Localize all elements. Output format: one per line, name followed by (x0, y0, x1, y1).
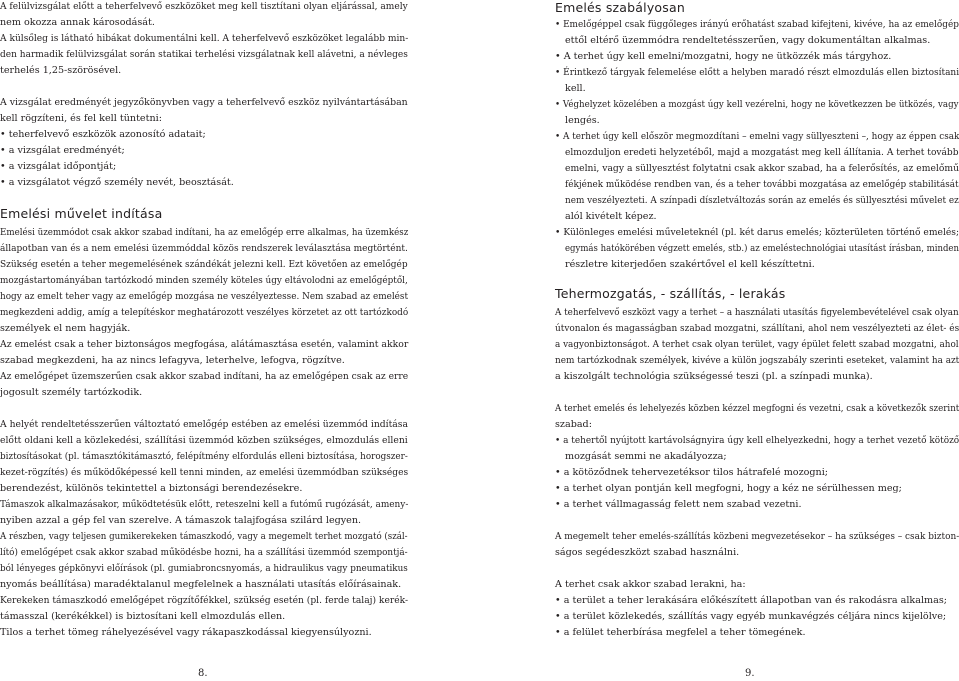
text-line: A felülvizsgálat előtt a teherfelvevő eszközöket meg kell tisztítani olyan eljárással, amely (0, 1, 408, 12)
text-line: kell rögzíteni, és fel kell tüntetni: (0, 113, 162, 124)
text-line: nem tartózkodnak személyek, kivéve a külön jogszabály szerinti eseteket, valamint ha azt (555, 355, 959, 366)
bullet-item: • Különleges emelési műveleteknél (pl. két darus emelés; közterületen történő emelés; (555, 227, 959, 238)
text-line: Támaszok alkalmazásakor, működtetésük előtt, reteszelni kell a futómű rugózását, ameny- (0, 499, 409, 510)
text-line: mozgását semmi ne akadályozza; (565, 451, 727, 462)
bullet-item: • a vizsgálat eredményét; (0, 145, 125, 156)
text-line: nyiben azzal a gép fel van szerelve. A támaszok talajfogása szilárd legyen. (0, 515, 362, 526)
text-line: Tilos a terhet tömeg ráhelyezésével vagy rákapaszkodással kiegyensúlyozni. (0, 627, 372, 638)
text-line: nem veszélyezteti. A színpadi díszletváltozás során az emelés és süllyesztési művelet ez (565, 195, 959, 206)
text-line: Szükség esetén a teher megemelésének szándékát jelezni kell. Ezt követően az emelőgép (0, 259, 408, 270)
text-line: ból lényeges gépkönyvi előírások (pl. gumiabroncsnyomás, a hidraulikus vagy pneumatikus (0, 563, 408, 574)
text-line: ságos segédeszközt szabad használni. (555, 547, 740, 558)
text-line: nem okozza annak károsodását. (0, 17, 155, 28)
text-line: A külsőleg is látható hibákat dokumentálni kell. A teherfelvevő eszközöket legalább min- (0, 33, 409, 44)
bullet-item: • Érintkező tárgyak felemelése előtt a helyben maradó részt elmozdulás ellen biztosítani (555, 67, 959, 78)
text-line: nyomás beállítása) maradéktalanul megfelelnek a használati utasítás előírásainak. (0, 579, 402, 590)
text-line: A helyét rendeltetésszerűen változtató emelőgép estében az emelési üzemmód indítása (0, 419, 408, 430)
text-line: egymás hatókörében végzett emelés, stb.) az emeléstechnológiai utasítást írásban, minden (565, 243, 959, 254)
bullet-item: • a felület teherbírása megfelel a teher tömegének. (555, 627, 806, 638)
bullet-item: • a tehertől nyújtott kartávolságnyira úgy kell elhelyezkedni, hogy a terhet vezető kötöző (555, 435, 959, 446)
text-line: mozgástartományában tartózkodó minden személy köteles úgy eltávolodni az emelőgéptől, (0, 275, 408, 286)
text-line: Az emelést csak a teher biztonságos megfogása, alátámasztása esetén, valamint akkor (0, 339, 409, 350)
bullet-item: • teherfelvevő eszközök azonosító adatait; (0, 129, 206, 140)
text-line: A terhet emelés és lehelyezés közben kézzel megfogni és vezetni, csak a következők szerint (555, 403, 959, 414)
bullet-item: • Véghelyzet közelében a mozgást úgy kell vezérelni, hogy ne következzen be ütközés, vagy (555, 99, 959, 110)
text-line: előtt oldani kell a közlekedési, szállítási üzemmód közben szükséges, elmozdulás elleni (0, 435, 408, 446)
text-line: ettől eltérő üzemmódra rendeltetésszerűen, vagy dokumentáltan alkalmas. (565, 35, 931, 46)
text-line: terhelés 1,25-szörösével. (0, 65, 122, 76)
bullet-item: • a terület közlekedés, szállítás vagy egyéb munkavégzés céljára nincs kijelölve; (555, 611, 947, 622)
text-line: a kiszolgált technológia szükségessé teszi (pl. a színpadi munka). (555, 371, 873, 382)
text-line: lító) emelőgépet csak akkor szabad működésbe hozni, ha a szállítási üzemmód szempontjá- (0, 547, 408, 558)
bullet-item: • a vizsgálat időpontját; (0, 161, 117, 172)
text-line: személyek el nem hagyják. (0, 323, 131, 334)
bullet-item: • a terhet vállmagasság felett nem szabad vezetni. (555, 499, 802, 510)
text-line: részletre kiterjedően szakértővel el kell készíttetni. (565, 259, 815, 270)
text-line: emelni, vagy a süllyesztést folytatni csak akkor szabad, ha a felerősítés, az emelőmű (565, 163, 959, 174)
text-line: kezet-rögzítés) és működőképessé kell tenni minden, az emelési üzemmódban szükséges (0, 467, 409, 478)
text-line: fékjének működése rendben van, és a teher további mozgatása az emelőgép stabilitását (565, 179, 959, 190)
text-line: berendezést, különös tekintettel a biztonsági berendezésekre. (0, 483, 303, 494)
text-line: lengés. (565, 115, 600, 126)
text-line: biztosításokat (pl. támasztókitámasztó, felépítmény elfordulás elleni biztosítása, horogszer- (0, 451, 408, 462)
bullet-item: • A terhet úgy kell emelni/mozgatni, hogy ne ütközzék más tárgyhoz. (555, 51, 892, 62)
section-heading: Tehermozgatás, - szállítás, - lerakás (555, 286, 786, 301)
bullet-item: • Emelőgéppel csak függőleges irányú erőhatást szabad kifejteni, kivéve, ha az emelőgép (555, 19, 959, 30)
bullet-item: • a kötöződnek tehervezetéksor tilos hátrafelé mozogni; (555, 467, 829, 478)
page-number-left: 8. (198, 668, 208, 679)
text-line: támasszal (kerékékkel) is biztosítani kell elmozdulás ellen. (0, 611, 286, 622)
text-line: Emelési üzemmódot csak akkor szabad indítani, ha az emelőgép erre alkalmas, ha üzemkész (0, 227, 409, 238)
bullet-item: • a vizsgálatot végző személy nevét, beosztását. (0, 177, 234, 188)
page-number-right: 9. (745, 668, 755, 679)
text-line: alól kivételt képez. (565, 211, 657, 222)
text-line: A megemelt teher emelés-szállítás közbeni megvezetésekor – ha szükséges – csak bizton- (555, 531, 959, 542)
text-line: kell. (565, 83, 586, 94)
bullet-item: • a terület a teher lerakására előkészített állapotban van és rakodásra alkalmas; (555, 595, 948, 606)
text-line: állapotban van és a nem emelési üzemmóddal közös rendszerek leválasztása megtörtént. (0, 243, 408, 254)
text-line: hogy az emelt teher vagy az emelőgép mozgása ne veszélyeztesse. Nem szabad az emelést (0, 291, 409, 302)
section-heading: Emelés szabályosan (555, 0, 685, 15)
text-line: Kerekeken támaszkodó emelőgépet rögzítőfékkel, szükség esetén (pl. ferde talaj) kerék- (0, 595, 409, 606)
text-line: A terhet csak akkor szabad lerakni, ha: (555, 579, 746, 590)
text-line: útvonalon és magasságban szabad mozgatni, szállítani, ahol nem veszélyezteti az élet- és (555, 323, 959, 334)
text-line: jogosult személy tartózkodik. (0, 387, 143, 398)
text-line: szabad megkezdeni, ha az nincs lefagyva, leterhelve, lefogva, rögzítve. (0, 355, 345, 366)
bullet-item: • A terhet úgy kell először megmozdítani – emelni vagy süllyeszteni –, hogy az éppen csak (555, 131, 959, 142)
text-line: szabad: (555, 419, 592, 430)
text-line: elmozduljon eredeti helyzetéből, majd a mozgatást meg kell állítania. A terhet tovább (565, 147, 959, 158)
text-line: A teherfelvevő eszközt vagy a terhet – a használati utasítás figyelembevételével csak olyan (555, 307, 959, 318)
text-line: A részben, vagy teljesen gumikerekeken támaszkodó, vagy a megemelt terhet mozgató (szál- (0, 531, 408, 542)
text-line: A vizsgálat eredményét jegyzőkönyvben vagy a teherfelvevő eszköz nyilvántartásában (0, 97, 408, 108)
text-line: a vagyonbiztonságot. A terhet csak olyan terület, vagy épület felett szabad mozgatni, ahol (555, 339, 959, 350)
text-line: Az emelőgépet üzemszerűen csak akkor szabad indítani, ha az emelőgépen csak az erre (0, 371, 409, 382)
bullet-item: • a terhet olyan pontján kell megfogni, hogy a kéz ne sérülhessen meg; (555, 483, 902, 494)
text-line: megkezdeni addig, amíg a telepítéskor meghatározott veszélyes körzetet az ott tartózkodó (0, 307, 409, 318)
text-line: den harmadik felülvizsgálat során statikai terhelési vizsgálatnak kell alávetni, a névleges (0, 49, 408, 60)
section-heading: Emelési művelet indítása (0, 206, 163, 221)
